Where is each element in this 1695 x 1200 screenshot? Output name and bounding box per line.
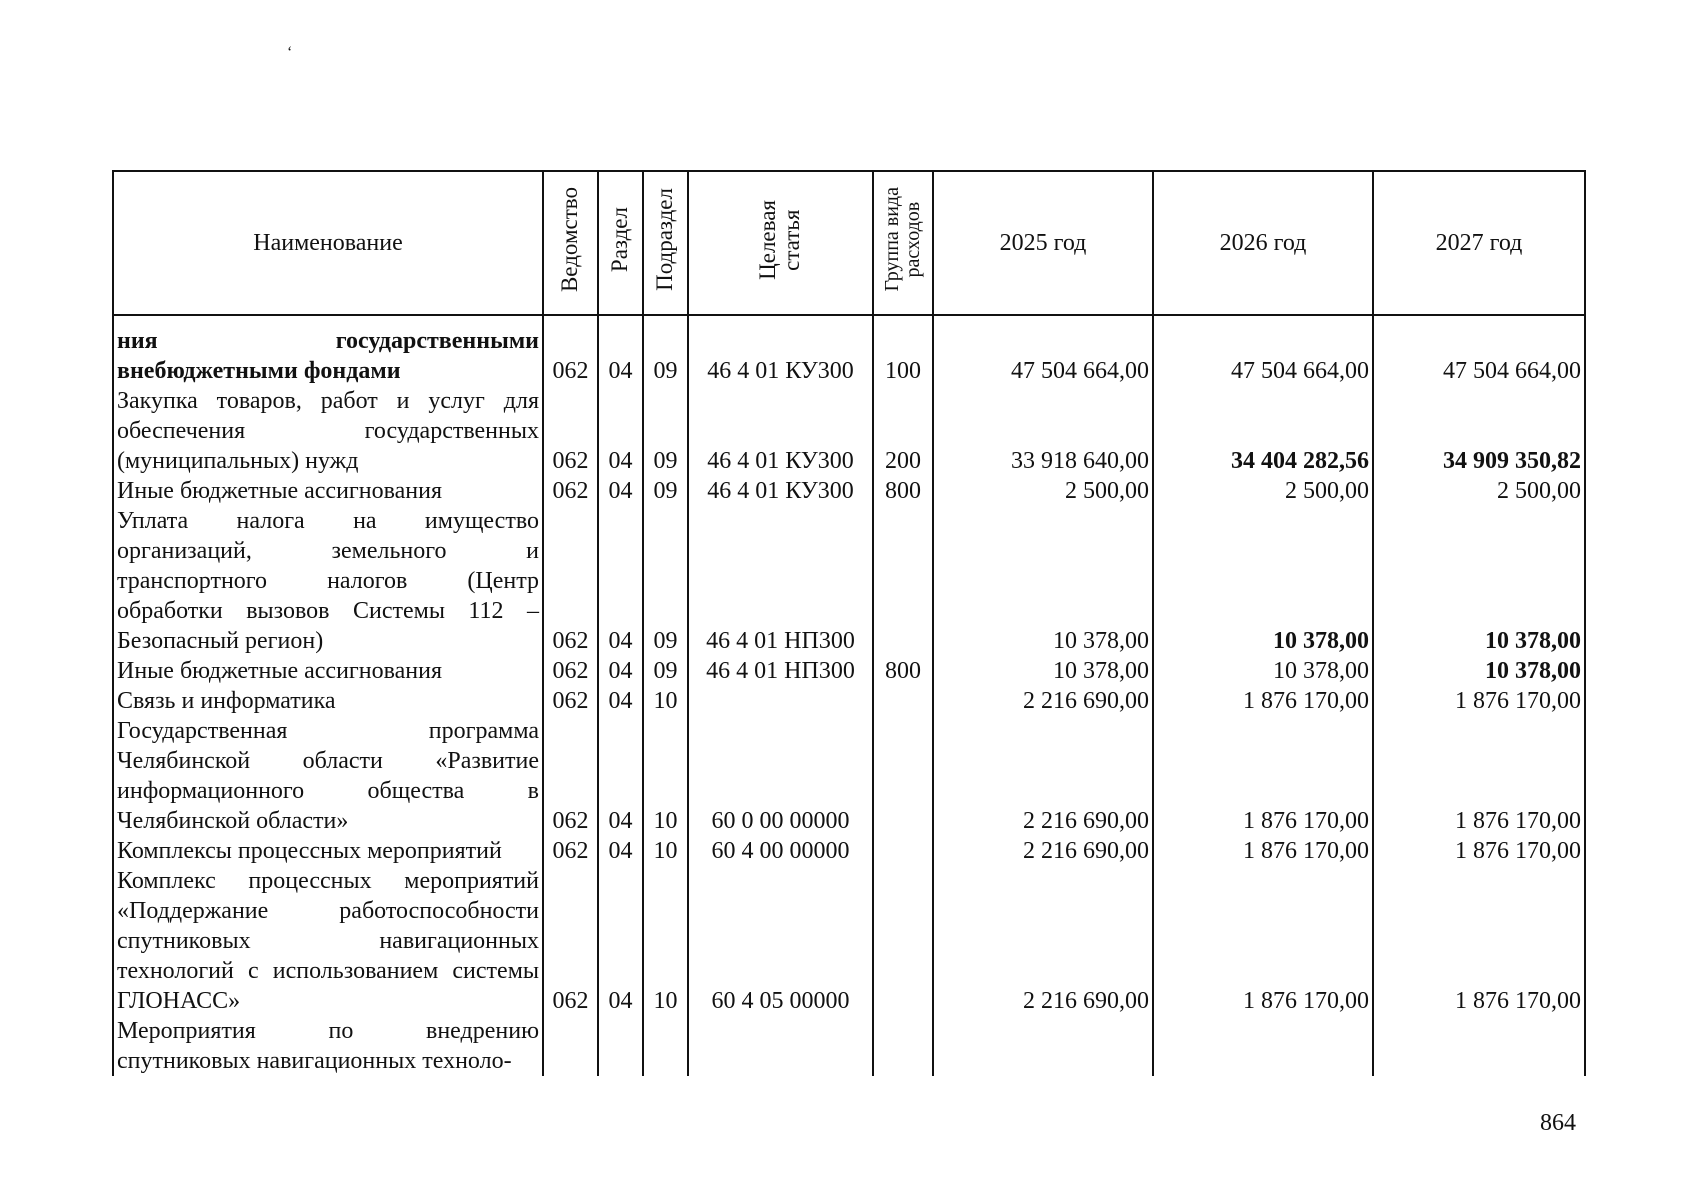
- row-celevaya-statya: 46 4 01 КУ300: [688, 386, 873, 476]
- row-2025: 2 216 690,00: [933, 716, 1153, 836]
- row-celevaya-statya: 60 0 00 00000: [688, 716, 873, 836]
- table-row: [113, 836, 1585, 866]
- row-2025: 2 216 690,00: [933, 686, 1153, 716]
- row-2025: 47 504 664,00: [933, 315, 1153, 386]
- table-row: [113, 686, 1585, 716]
- table-row: [113, 1016, 1585, 1076]
- row-gruppa: [873, 1016, 933, 1076]
- row-vedomstvo: 062: [543, 656, 598, 686]
- row-celevaya-statya: 60 4 00 00000: [688, 836, 873, 866]
- row-gruppa: 800: [873, 656, 933, 686]
- row-vedomstvo: 062: [543, 506, 598, 656]
- table-header-row: [113, 171, 1585, 315]
- row-podrazdel: 09: [643, 315, 688, 386]
- row-vedomstvo: 062: [543, 476, 598, 506]
- row-2027: 47 504 664,00: [1373, 315, 1585, 386]
- header-podrazdel: Подраздел: [643, 171, 688, 315]
- row-razdel: 04: [598, 866, 643, 1016]
- header-gruppa-vida-rashodov: Группа вида расходов: [873, 171, 933, 315]
- table-row: [113, 476, 1585, 506]
- row-podrazdel: [643, 1016, 688, 1076]
- row-razdel: 04: [598, 506, 643, 656]
- row-gruppa: 100: [873, 315, 933, 386]
- row-gruppa: [873, 686, 933, 716]
- row-2025: 33 918 640,00: [933, 386, 1153, 476]
- row-name: Уплата налога на имущество организаций, земельного и транспортного налогов (Центр обработки вызовов Системы 112 – Безопасный регион): [113, 506, 543, 656]
- row-name: Мероприятия по внедрению спутниковых навигационных техноло-: [113, 1016, 543, 1076]
- row-podrazdel: 10: [643, 686, 688, 716]
- header-2026: 2026 год: [1153, 171, 1373, 315]
- row-razdel: 04: [598, 836, 643, 866]
- row-2026: 47 504 664,00: [1153, 315, 1373, 386]
- row-name: ния государственными внебюджетными фондами: [113, 315, 543, 386]
- row-podrazdel: 10: [643, 836, 688, 866]
- row-name: Иные бюджетные ассигнования: [113, 476, 543, 506]
- table-row: [113, 656, 1585, 686]
- row-2025: 2 216 690,00: [933, 866, 1153, 1016]
- row-2026: 10 378,00: [1153, 656, 1373, 686]
- row-name: Комплексы процессных мероприятий: [113, 836, 543, 866]
- row-vedomstvo: [543, 1016, 598, 1076]
- row-celevaya-statya: 46 4 01 КУ300: [688, 476, 873, 506]
- table-row: [113, 506, 1585, 656]
- row-vedomstvo: 062: [543, 315, 598, 386]
- row-podrazdel: 10: [643, 866, 688, 1016]
- row-gruppa: 800: [873, 476, 933, 506]
- scan-mark: ʻ: [287, 44, 293, 61]
- row-2027: [1373, 1016, 1585, 1076]
- table-row: [113, 716, 1585, 836]
- row-razdel: [598, 1016, 643, 1076]
- row-2025: 10 378,00: [933, 506, 1153, 656]
- row-name: Комплекс процессных мероприятий «Поддержание работоспособности спутниковых навигационных технологий с использованием системы ГЛОНАСС»: [113, 866, 543, 1016]
- row-2026: 1 876 170,00: [1153, 866, 1373, 1016]
- row-2025: 10 378,00: [933, 656, 1153, 686]
- row-2026: 1 876 170,00: [1153, 686, 1373, 716]
- table-row: [113, 866, 1585, 1016]
- row-gruppa: [873, 716, 933, 836]
- row-gruppa: [873, 506, 933, 656]
- row-vedomstvo: 062: [543, 716, 598, 836]
- header-vedomstvo: Ведомство: [543, 171, 598, 315]
- row-celevaya-statya: 60 4 05 00000: [688, 866, 873, 1016]
- row-razdel: 04: [598, 386, 643, 476]
- table-row: [113, 386, 1585, 476]
- row-2025: 2 500,00: [933, 476, 1153, 506]
- header-name: Наименование: [113, 171, 543, 315]
- row-2026: 1 876 170,00: [1153, 716, 1373, 836]
- row-2027: 1 876 170,00: [1373, 716, 1585, 836]
- row-name: Закупка товаров, работ и услуг для обеспечения государственных (муниципальных) нужд: [113, 386, 543, 476]
- row-celevaya-statya: [688, 1016, 873, 1076]
- row-celevaya-statya: [688, 686, 873, 716]
- row-gruppa: 200: [873, 386, 933, 476]
- row-2027: 1 876 170,00: [1373, 686, 1585, 716]
- row-2026: [1153, 1016, 1373, 1076]
- header-razdel: Раздел: [598, 171, 643, 315]
- table-row: [113, 315, 1585, 386]
- header-2027: 2027 год: [1373, 171, 1585, 315]
- row-celevaya-statya: 46 4 01 КУ300: [688, 315, 873, 386]
- row-2027: 1 876 170,00: [1373, 866, 1585, 1016]
- row-2027: 2 500,00: [1373, 476, 1585, 506]
- row-2027: 1 876 170,00: [1373, 836, 1585, 866]
- budget-table: [112, 170, 1586, 1076]
- row-2026: 2 500,00: [1153, 476, 1373, 506]
- row-2026: 34 404 282,56: [1153, 386, 1373, 476]
- row-podrazdel: 09: [643, 476, 688, 506]
- row-name: Связь и информатика: [113, 686, 543, 716]
- header-2025: 2025 год: [933, 171, 1153, 315]
- row-celevaya-statya: 46 4 01 НП300: [688, 656, 873, 686]
- row-razdel: 04: [598, 686, 643, 716]
- row-2025: 2 216 690,00: [933, 836, 1153, 866]
- row-vedomstvo: 062: [543, 866, 598, 1016]
- page-number: 864: [1540, 1110, 1576, 1136]
- row-2026: 10 378,00: [1153, 506, 1373, 656]
- row-podrazdel: 09: [643, 386, 688, 476]
- row-vedomstvo: 062: [543, 686, 598, 716]
- row-name: Иные бюджетные ассигнования: [113, 656, 543, 686]
- row-podrazdel: 09: [643, 656, 688, 686]
- row-2027: 10 378,00: [1373, 506, 1585, 656]
- row-vedomstvo: 062: [543, 386, 598, 476]
- row-2026: 1 876 170,00: [1153, 836, 1373, 866]
- row-celevaya-statya: 46 4 01 НП300: [688, 506, 873, 656]
- row-razdel: 04: [598, 476, 643, 506]
- row-vedomstvo: 062: [543, 836, 598, 866]
- row-podrazdel: 09: [643, 506, 688, 656]
- row-2027: 10 378,00: [1373, 656, 1585, 686]
- row-2025: [933, 1016, 1153, 1076]
- row-2027: 34 909 350,82: [1373, 386, 1585, 476]
- header-celevaya-statya: Целевая статья: [688, 171, 873, 315]
- row-podrazdel: 10: [643, 716, 688, 836]
- row-razdel: 04: [598, 315, 643, 386]
- row-razdel: 04: [598, 656, 643, 686]
- row-gruppa: [873, 866, 933, 1016]
- row-razdel: 04: [598, 716, 643, 836]
- row-gruppa: [873, 836, 933, 866]
- row-name: Государственная программа Челябинской области «Развитие информационного общества в Челябинской области»: [113, 716, 543, 836]
